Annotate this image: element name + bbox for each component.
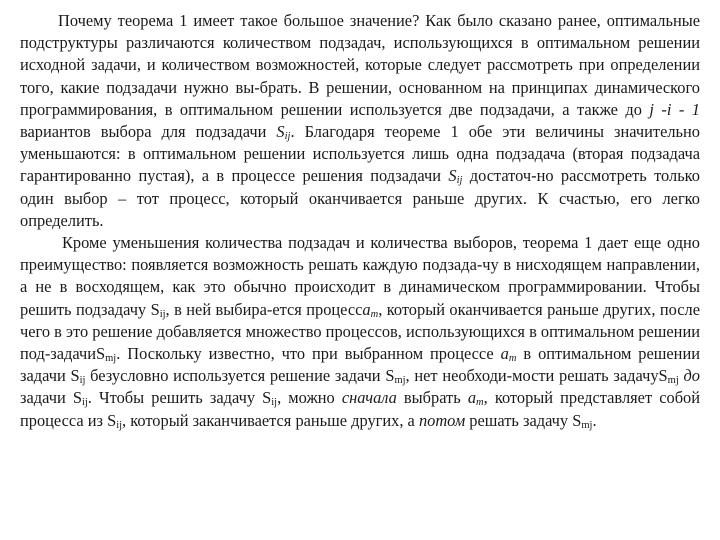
text-run: Почему теорема 1 имеет такое большое значение? Как было сказано ранее, оптимальные подструктуры различаются количеством подзадач, использующихся в оптимальном решении исходной задачи, и количеством возможностей, которые следует рассмотреть при определении того, какие подзадачи нужно вы-брать. В решении, основанном на принципах динамического программирования, в оптимальном решении используется две подзадачи, а также до xyxy=(20,11,700,119)
subscript: ij xyxy=(271,397,278,409)
activity-symbol: $a_m$ xyxy=(362,299,379,320)
subproblem-symbol: $S_{ij}$ xyxy=(276,122,291,143)
subscript: mj xyxy=(394,375,406,387)
text-run: , нет необходи-мости решать задачу xyxy=(405,366,659,386)
subproblem-symbol: $S_{mj}$ xyxy=(658,366,679,387)
paragraph-2 xyxy=(20,232,700,432)
emphasis-text: сначала xyxy=(341,388,397,408)
text-run: , который представляет собой процесса из S xyxy=(20,388,700,430)
text-run: достаточ-но рассмотреть только один выбор – тот процесс, который оканчивается раньше других. К счастью, его легко определить. xyxy=(20,166,701,230)
text-run: , который заканчивается раньше других, а xyxy=(122,410,419,430)
text-run: задачи S xyxy=(20,388,82,408)
subscript: mj xyxy=(581,419,593,431)
subproblem-symbol: $S_{ij}$ xyxy=(448,166,463,187)
range-expression: j -i - 1 xyxy=(649,99,700,119)
text-run: . Чтобы решить задачу S xyxy=(87,388,272,408)
text-run: . Поскольку известно, что при выбранном процессе xyxy=(116,344,501,364)
text-run: . Благодаря теореме 1 обе эти величины значительно уменьшаются: в оптимальном решении используется лишь одна подзадача (вторая подзадача гарантированно пустая), а в процессе решения подзадачи xyxy=(20,122,700,186)
text-run: . xyxy=(592,410,597,430)
emphasis-text: потом xyxy=(418,410,466,430)
subscript: ij xyxy=(116,419,123,431)
text-run: безусловно используется решение задачи S xyxy=(85,366,395,386)
subscript: ij xyxy=(81,397,88,409)
subscript: ij xyxy=(79,375,86,387)
text-run: решать задачу S xyxy=(465,410,582,430)
text-run: , который оканчивается раньше других, после чего в это решение добавляется множество процессов, использующихся в оптимальном решении под-задачи xyxy=(20,299,700,364)
text-run: в оптимальном решении задачи S xyxy=(20,344,700,386)
text-run: , в ней выбира-ется процесс xyxy=(165,299,363,319)
subscript: ij xyxy=(159,308,166,320)
subproblem-symbol: $S_{mj}$ xyxy=(96,344,117,365)
text-run: Кроме уменьшения количества подзадач и количества выборов, теорема 1 дает еще одно преимущество: появляется возможность решать каждую подзада-чу в нисходящем направлении, а не в восходящем, как это обычно происходит в динамическом программировании. Чтобы решить подзадачу S xyxy=(20,233,700,319)
emphasis-text: до xyxy=(678,366,700,386)
text-run: , можно xyxy=(277,388,342,408)
activity-symbol: $a_m$ xyxy=(500,344,517,365)
activity-symbol: $a_m$ xyxy=(467,388,484,409)
text-run: выбрать xyxy=(396,388,468,408)
document-page xyxy=(20,10,700,432)
paragraph-1 xyxy=(20,10,700,232)
text-run: вариантов выбора для подзадачи xyxy=(20,122,277,142)
